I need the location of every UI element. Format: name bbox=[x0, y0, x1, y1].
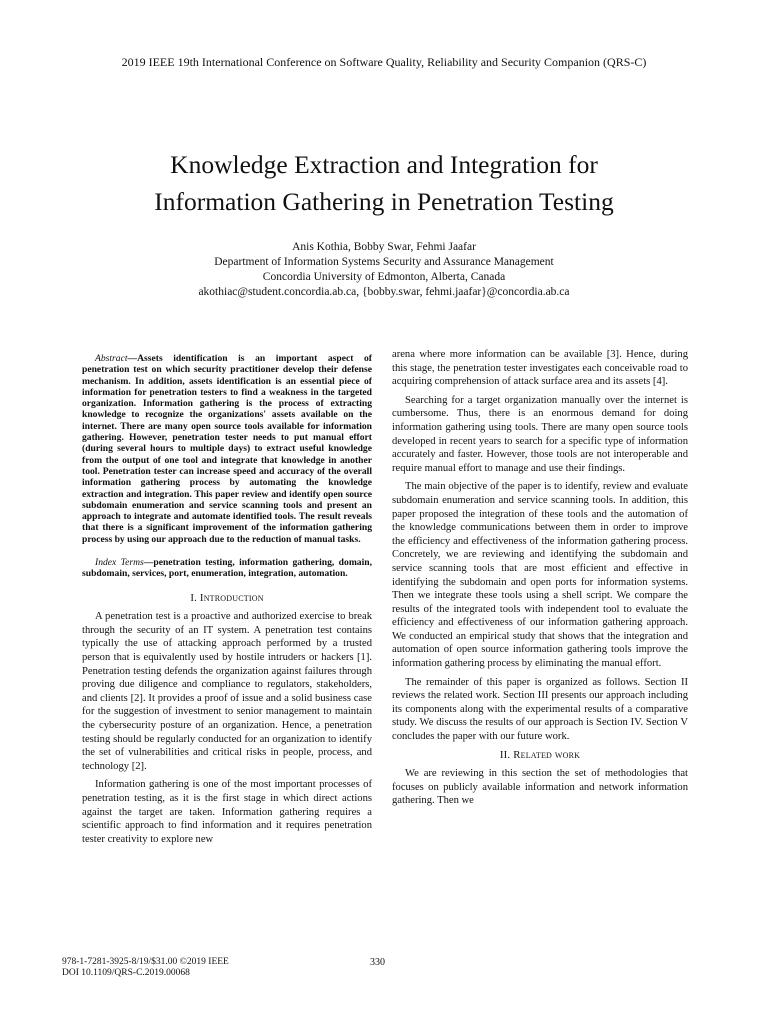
index-terms-body: —penetration testing, information gathering, domain, subdomain, services, port, enumeration, integration, automation. bbox=[82, 557, 373, 580]
author-names: Anis Kothia, Bobby Swar, Fehmi Jaafar bbox=[292, 241, 476, 253]
intro-paragraph-5: The main objective of the paper is to identify, review and evaluate subdomain enumeration and service scanning tools. In addition, this paper proposed the integration of these tools and the automation of the knowledge communications between them in order to improve the efficiency and effectiveness of the information gathering process. Concretely, we are reviewing and identifying the subdomain and service scanning tools that are most efficient and effective in identifying the subdomain and open ports for information systems. Then we integrate these tools using a shell script. We compare the results of the integrated tools with independent tool to evaluate the efficiency and effectiveness of our information gathering approach. We conducted an empirical study that shows that the integration and automation of open source information gathering tools improve the information gathering process by eliminating the manual effort. bbox=[392, 481, 688, 670]
index-terms-lead: Index Terms bbox=[95, 557, 144, 569]
page-number: 330 bbox=[370, 957, 385, 968]
intro-paragraph-3: arena where more information can be available [3]. Hence, during this stage, the penetration tester investigates each conceivable road to acquiring comprehension of attack surface area and its assets [4]. bbox=[392, 349, 688, 388]
author-university: Concordia University of Edmonton, Alberta, Canada bbox=[262, 271, 506, 283]
footer-isbn: 978-1-7281-3925-8/19/$31.00 ©2019 IEEE bbox=[62, 957, 229, 967]
author-department: Department of Information Systems Security and Assurance Management bbox=[214, 256, 554, 268]
footer-doi: DOI 10.1109/QRS-C.2019.00068 bbox=[62, 968, 190, 978]
abstract-lead: Abstract bbox=[95, 353, 128, 364]
abstract bbox=[82, 353, 372, 545]
intro-paragraph-1: A penetration test is a proactive and authorized exercise to break through the security of an IT system. A penetration test contains typically the use of attacking approach performed by a trusted person that is equivalently used by hostile intruders or hackers [1]. Penetration testing defends the organization against failures through proving due diligence and compliance to regulators, stakeholders, and clients [2]. It provides a proof of issue and a solid business case for the suggestion of investment to senior management to maintain the cybersecurity posture of an organization. Hence, a penetration testing should be regularly conducted for an organization to identify the set of vulnerabilities and critical risks in people, process, and technology [2]. bbox=[82, 611, 372, 772]
author-block bbox=[60, 240, 708, 300]
intro-paragraph-6: The remainder of this paper is organized as follows. Section II reviews the related work. Section III presents our approach including its components along with the experimental results of a comparative study. We discuss the results of our approach is Section IV. Section V concludes the paper with our future work. bbox=[392, 676, 688, 743]
footer-copyright bbox=[62, 957, 229, 979]
left-column bbox=[82, 353, 372, 851]
title-line-1: Knowledge Extraction and Integration for bbox=[170, 150, 598, 179]
section-heading-related-work: II. Related work bbox=[499, 748, 581, 761]
paper-title bbox=[60, 146, 708, 220]
author-emails: akothiac@student.concordia.ab.ca, {bobby.swar, fehmi.jaafar}@concordia.ab.ca bbox=[198, 286, 570, 298]
related-work-paragraph-1: We are reviewing in this section the set of methodologies that focuses on publicly available information and network information gathering. Then we bbox=[392, 768, 688, 807]
section-heading-introduction: I. Introduction bbox=[190, 591, 264, 604]
index-terms bbox=[82, 557, 372, 580]
right-column bbox=[392, 348, 688, 813]
conference-header: 2019 IEEE 19th International Conference on Software Quality, Reliability and Security Companion (QRS-C) bbox=[121, 55, 647, 69]
intro-paragraph-4: Searching for a target organization manually over the internet is cumbersome. Thus, there is an enormous demand for doing information gathering using tools. There are many open source tools developed in recent years to search for a specific type of information accurately and faster. However, those tools are not interoperable and require manual effort to manage and use their findings. bbox=[392, 394, 688, 474]
intro-paragraph-2: Information gathering is one of the most important processes of penetration testing, as it is the first stage in which direct actions against the target are taken. Information gathering requires a scientific approach to find information and it requires penetration tester creativity to explore new bbox=[82, 779, 372, 845]
abstract-body: —Assets identification is an important aspect of penetration test on which security practitioner develop their defense mechanism. In addition, assets identification is an essential piece of information for penetration testers to find a weakness in the targeted organization. Information gathering is the process of extracting knowledge to recognize the organizations' assets available on the internet. There are many open source tools available for information gathering. However, penetration tester needs to put manual effort (during several hours to multiple days) to extract useful knowledge from the output of one tool and integrate that knowledge in another tool. Penetration tester can increase speed and accuracy of the overall information gathering process by automating the knowledge extraction and integration. This paper review and identify open source subdomain enumeration and service scanning tools and present an approach to integrate and automate identified tools. The result reveals that there is a significant improvement of the information gathering process by using our approach due to the reduction of manual tasks. bbox=[82, 353, 372, 545]
title-line-2: Information Gathering in Penetration Testing bbox=[154, 187, 614, 216]
